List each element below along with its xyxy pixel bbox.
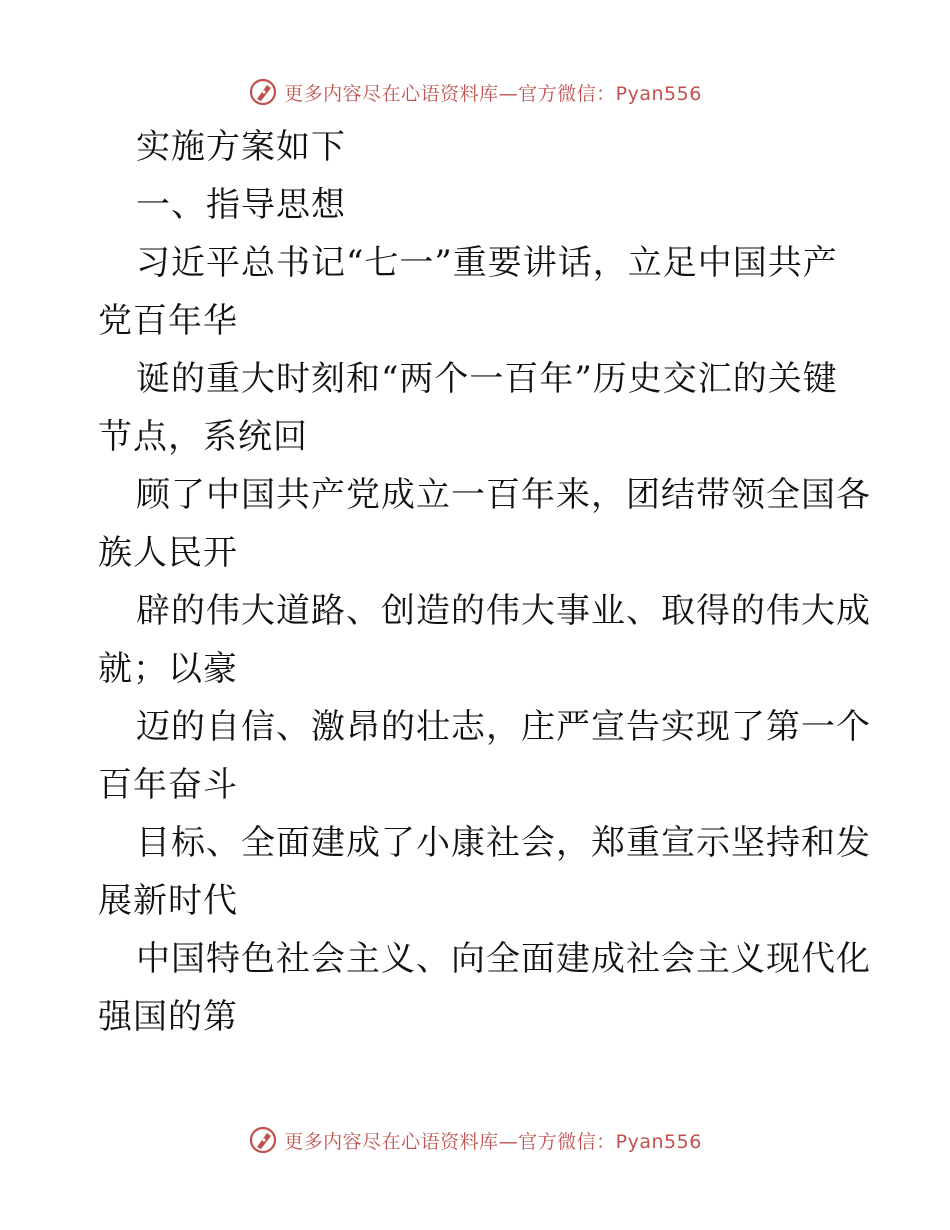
- line: 辟的伟大道路、创造的伟大事业、取得的伟大成: [136, 591, 871, 631]
- watermark-text: 更多内容尽在心语资料库—官方微信：Pyan556: [284, 82, 702, 105]
- line-continuation: 节点，系统回: [98, 417, 308, 457]
- line: 中国特色社会主义、向全面建成社会主义现代化: [136, 939, 871, 979]
- paragraph: [98, 234, 858, 350]
- watermark-text: 更多内容尽在心语资料库—官方微信：Pyan556: [284, 1130, 702, 1153]
- pen-nib-logo-icon: [248, 1125, 278, 1155]
- watermark-footer: [0, 1120, 950, 1160]
- paragraph: [98, 814, 871, 930]
- line: 一、指导思想: [136, 185, 346, 225]
- line-continuation: 党百年华: [98, 301, 238, 341]
- paragraph: [98, 466, 871, 582]
- heading-plan: [98, 118, 858, 176]
- pen-nib-logo-icon: [248, 77, 278, 107]
- line-continuation: 就；以豪: [98, 649, 238, 689]
- line: 习近平总书记“七一”重要讲话，立足中国共产: [136, 243, 838, 283]
- paragraph: [98, 582, 871, 698]
- heading-guiding-ideology: [98, 176, 858, 234]
- paragraph: [98, 930, 871, 1046]
- line-continuation: 族人民开: [98, 533, 238, 573]
- line-continuation: 展新时代: [98, 881, 238, 921]
- paragraph: [98, 350, 858, 466]
- line: 诞的重大时刻和“两个一百年”历史交汇的关键: [136, 359, 838, 399]
- line-continuation: 强国的第: [98, 997, 238, 1037]
- line-continuation: 百年奋斗: [98, 765, 238, 805]
- line: 目标、全面建成了小康社会，郑重宣示坚持和发: [136, 823, 871, 863]
- line: 迈的自信、激昂的壮志，庄严宣告实现了第一个: [136, 707, 871, 747]
- line: 实施方案如下: [136, 127, 346, 167]
- document-body: [98, 118, 871, 1046]
- line: 顾了中国共产党成立一百年来，团结带领全国各: [136, 475, 871, 515]
- watermark-header: [0, 72, 950, 112]
- paragraph: [98, 698, 871, 814]
